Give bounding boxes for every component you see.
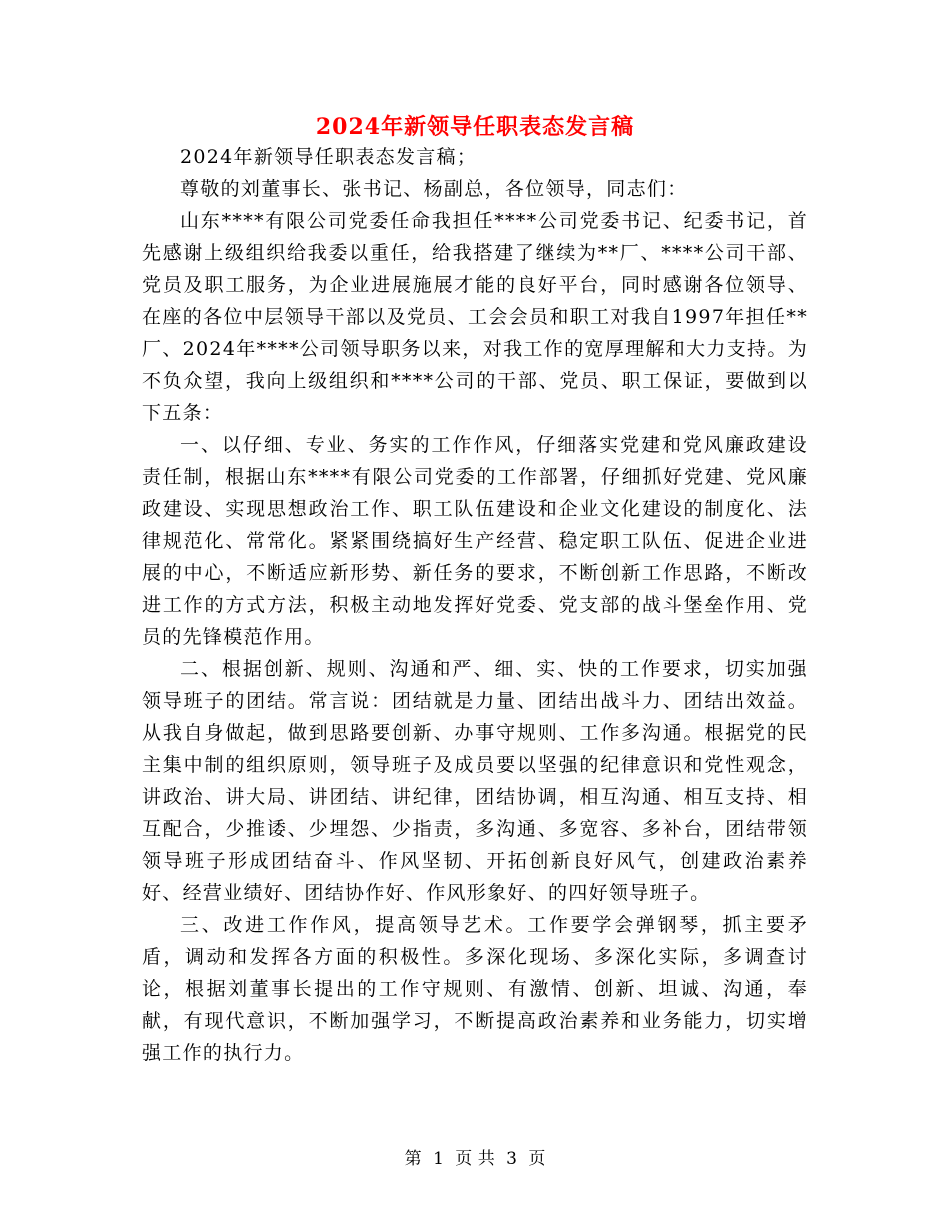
document-title: 2024年新领导任职表态发言稿	[315, 114, 635, 140]
paragraph-heading-line: 2024年新领导任职表态发言稿；	[180, 146, 478, 168]
paragraph-salutation: 尊敬的刘董事长、张书记、杨副总，各位领导，同志们：	[180, 178, 688, 200]
page-footer	[0, 1146, 950, 1172]
paragraph-point-two: 二、根据创新、规则、沟通和严、细、实、快的工作要求，切实加强领导班子的团结。常言说：团结就是力量、团结出战斗力、团结出效益。从我自身做起，做到思路要创新、办事守规则、工作多沟通。根据党的民主集中制的组织原则，领导班子及成员要以坚强的纪律意识和党性观念，讲政治、讲大局、讲团结、讲纪律，团结协调，相互沟通、相互支持、相互配合，少推诿、少埋怨、少指责，多沟通、多宽容、多补台，团结带领领导班子形成团结奋斗、作风坚韧、开拓创新良好风气，创建政治素养好、经营业绩好、团结协作好、作风形象好、的四好领导班子。	[142, 658, 808, 904]
page-number-total: 3	[506, 1149, 517, 1169]
paragraph-intro: 山东****有限公司党委任命我担任****公司党委书记、纪委书记，首先感谢上级组织给我委以重任，给我搭建了继续为**厂、****公司干部、党员及职工服务，为企业进展施展才能的良好平台，同时感谢各位领导、在座的各位中层领导干部以及党员、工会会员和职工对我自1997年担任**厂、2024年****公司领导职务以来，对我工作的宽厚理解和大力支持。为不负众望，我向上级组织和****公司的干部、党员、职工保证，要做到以下五条：	[142, 210, 808, 424]
page-number-current: 1	[433, 1149, 444, 1169]
page-number-middle: 页 共	[455, 1149, 495, 1169]
page-number-suffix: 页	[528, 1149, 546, 1169]
page-number-prefix: 第	[404, 1149, 422, 1169]
paragraph-point-three: 三、改进工作作风，提高领导艺术。工作要学会弹钢琴，抓主要矛盾，调动和发挥各方面的积极性。多深化现场、多深化实际，多调查讨论，根据刘董事长提出的工作守规则、有激情、创新、坦诚、沟通，奉献，有现代意识，不断加强学习，不断提高政治素养和业务能力，切实增强工作的执行力。	[142, 914, 808, 1064]
paragraph-point-one: 一、以仔细、专业、务实的工作作风，仔细落实党建和党风廉政建设责任制，根据山东****有限公司党委的工作部署，仔细抓好党建、党风廉政建设、实现思想政治工作、职工队伍建设和企业文化建设的制度化、法律规范化、常常化。紧紧围绕搞好生产经营、稳定职工队伍、促进企业进展的中心，不断适应新形势、新任务的要求，不断创新工作思路，不断改进工作的方式方法，积极主动地发挥好党委、党支部的战斗堡垒作用、党员的先锋模范作用。	[142, 434, 808, 648]
document-body	[142, 141, 808, 1069]
